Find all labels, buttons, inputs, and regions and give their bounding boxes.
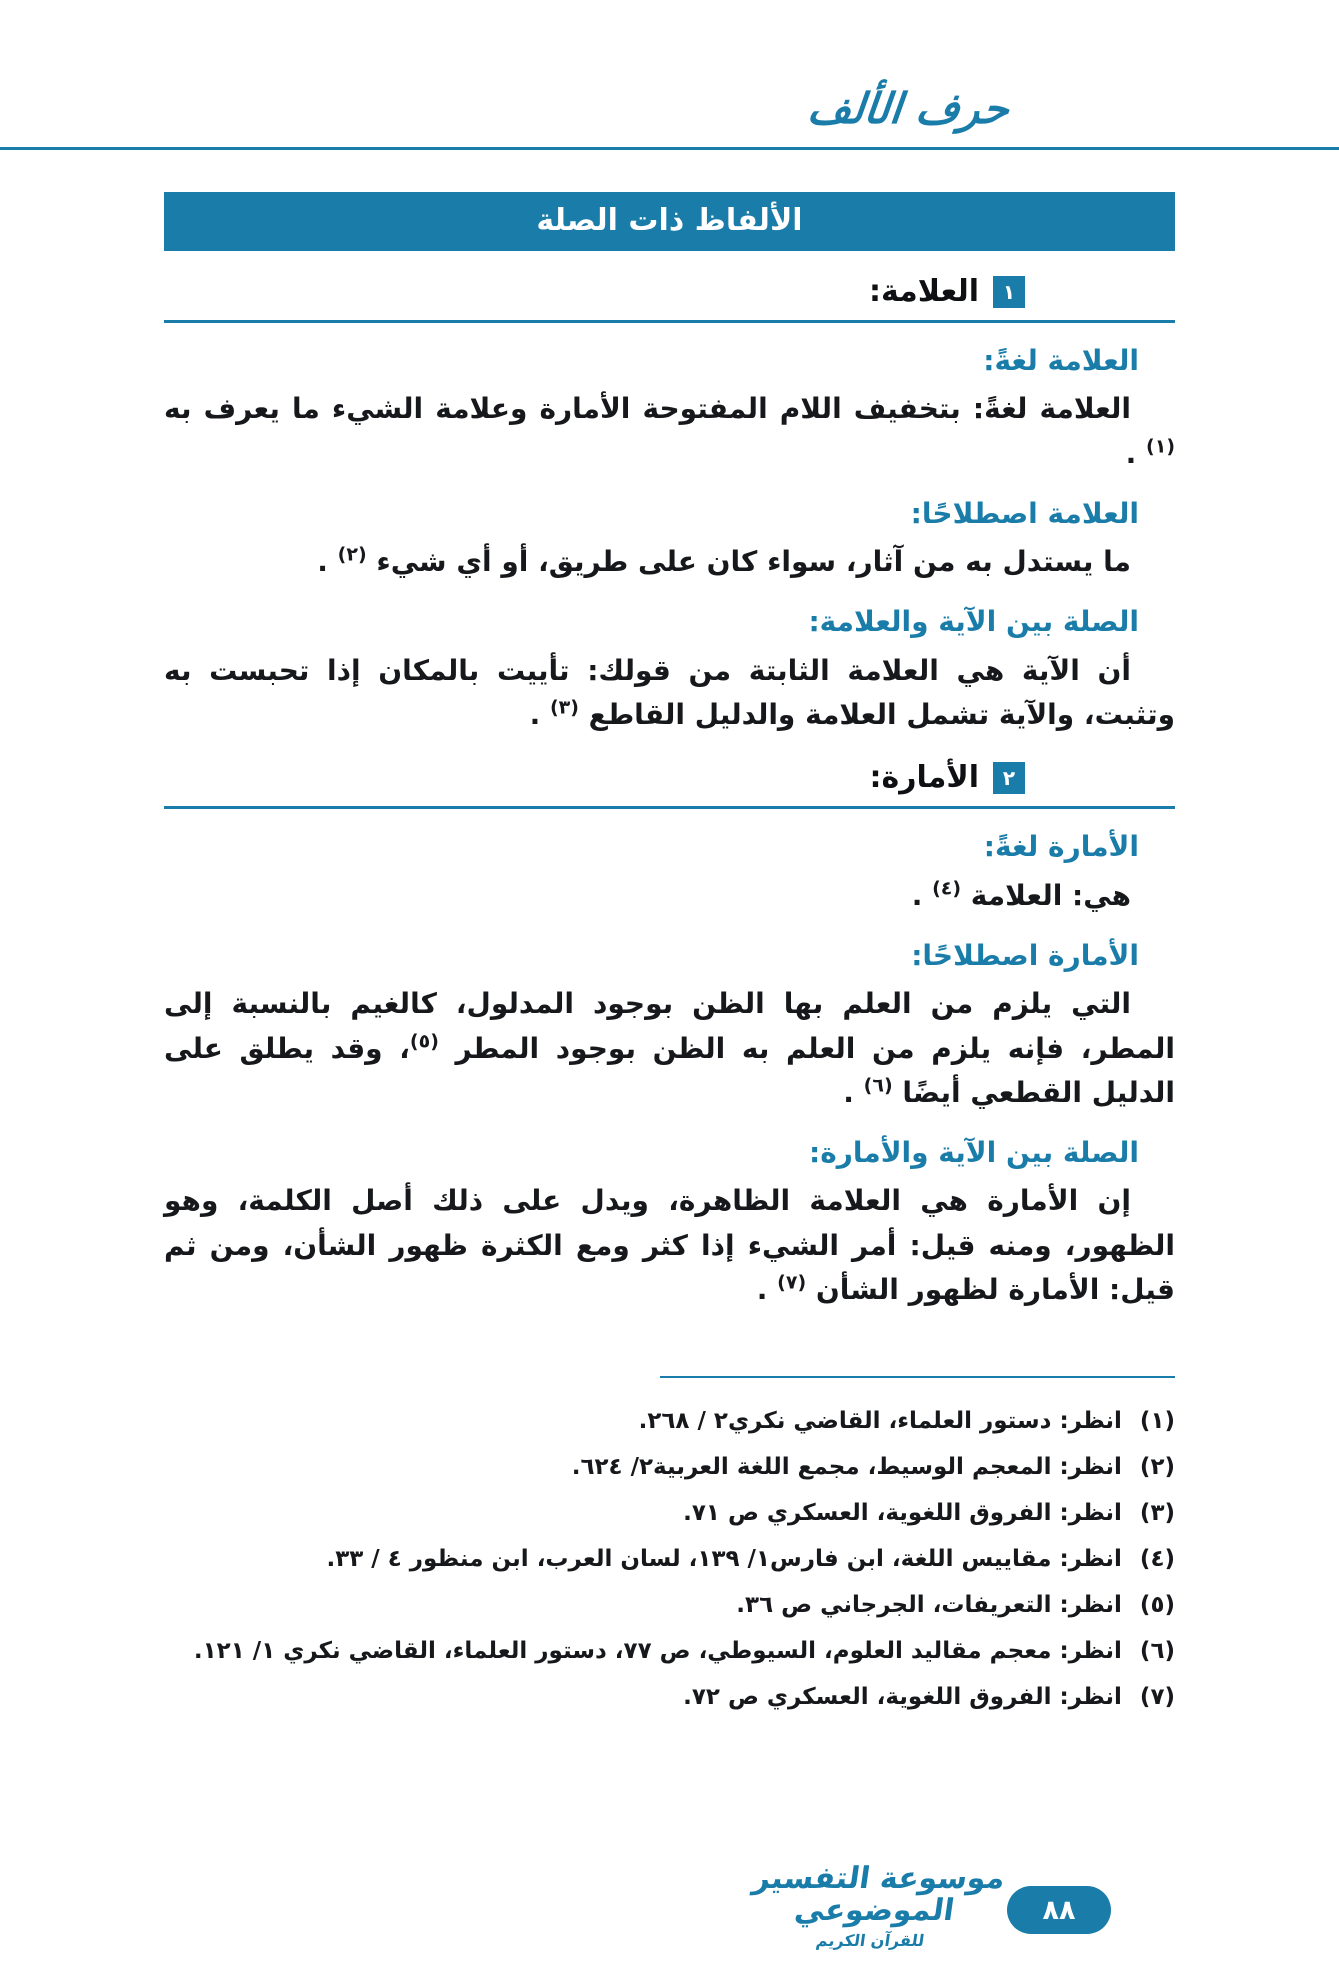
footnote <box>164 1582 1175 1628</box>
section <box>164 761 1175 1312</box>
section-number-badge: ١ <box>993 276 1025 308</box>
paragraph: أن الآية هي العلامة الثابتة من قولك: تأييت بالمكان إذا تحبست به وتثبت، والآية تشمل العلامة والدليل القاطع $^{(٣)}$ . <box>164 653 1175 732</box>
page-header-title: حرف الألف <box>805 84 1012 133</box>
footnote-ref: (٤) <box>932 877 962 900</box>
footnote-number: (٧) <box>1139 1684 1175 1711</box>
footnote-text: انظر: الفروق اللغوية، العسكري ص ٧١. <box>683 1500 1122 1527</box>
subheading: العلامة لغةً: <box>983 344 1139 377</box>
section-title: العلامة: <box>868 274 979 309</box>
footnote-ref: (٥) <box>409 1030 439 1053</box>
section-header <box>164 761 1025 794</box>
top-divider <box>0 147 1339 150</box>
section-divider <box>164 320 1175 323</box>
logo-title: موسوعة التفسير الموضوعي <box>750 1861 1008 1929</box>
page-header <box>0 84 1012 133</box>
footnote <box>164 1628 1175 1674</box>
footnote-number: (٣) <box>1139 1500 1175 1527</box>
related-terms-banner: الألفاظ ذات الصلة <box>164 192 1175 251</box>
section-number-badge: ٢ <box>993 762 1025 794</box>
footnote-ref: (٣) <box>549 696 579 719</box>
footnote-ref: (١) <box>1146 435 1175 458</box>
footnote-number: (١) <box>1139 1408 1175 1435</box>
paragraph: العلامة لغةً: بتخفيف اللام المفتوحة الأمارة وعلامة الشيء ما يعرف به $^{(١)}$ . <box>164 392 1175 470</box>
section-divider <box>164 806 1175 809</box>
footnote-ref: (٧) <box>777 1271 807 1294</box>
footnote-text: انظر: دستور العلماء، القاضي نكري٢ / ٢٦٨. <box>638 1408 1122 1435</box>
footnote-text: انظر: مقاييس اللغة، ابن فارس١/ ١٣٩، لسان العرب، ابن منظور ٤ / ٣٣. <box>326 1546 1122 1573</box>
section <box>164 275 1175 737</box>
footnote-number: (٥) <box>1139 1592 1175 1619</box>
footnote-text: انظر: التعريفات، الجرجاني ص ٣٦. <box>736 1592 1122 1619</box>
footnotes-divider <box>660 1376 1175 1378</box>
paragraph: إن الأمارة هي العلامة الظاهرة، ويدل على ذلك أصل الكلمة، وهو الظهور، ومنه قيل: أمر الشيء إذا كثر ومع الكثرة ظهور الشأن، ومن ثم قيل: الأمارة لظهور الشأن $^{(٧)}$ . <box>164 1184 1175 1306</box>
subheading: الصلة بين الآية والعلامة: <box>808 605 1139 639</box>
subheading: الأمارة اصطلاحًا: <box>911 938 1139 972</box>
subheading: الأمارة لغةً: <box>983 830 1139 864</box>
publisher-logo <box>743 1863 1007 1950</box>
footnote <box>164 1490 1175 1536</box>
page-number-badge: ٨٨ <box>1007 1886 1111 1934</box>
footnote <box>164 1398 1175 1444</box>
sections <box>164 275 1175 1312</box>
footnote <box>164 1674 1175 1720</box>
paragraph: التي يلزم من العلم بها الظن بوجود المدلول، كالغيم بالنسبة إلى المطر، فإنه يلزم من العلم به الظن بوجود المطر $^{(٥)}$، وقد يطلق على الدليل القطعي أيضًا $^{(٦)}$ . <box>164 987 1175 1109</box>
subheading: العلامة اصطلاحًا: <box>910 496 1139 530</box>
footnote-text: انظر: المعجم الوسيط، مجمع اللغة العربية٢/ ٦٢٤. <box>571 1454 1122 1481</box>
subheading: الصلة بين الآية والأمارة: <box>809 1136 1139 1170</box>
footnote-number: (٢) <box>1139 1454 1175 1481</box>
footnote-ref: (٦) <box>863 1074 893 1097</box>
book-page <box>0 84 1339 1974</box>
paragraph: ما يستدل به من آثار، سواء كان على طريق، أو أي شيء $^{(٢)}$ . <box>317 543 1131 579</box>
paragraph: هي: العلامة $^{(٤)}$ . <box>911 877 1131 912</box>
footnote-text: انظر: معجم مقاليد العلوم، السيوطي، ص ٧٧، دستور العلماء، القاضي نكري ١/ ١٢١. <box>193 1638 1122 1665</box>
footnote-text: انظر: الفروق اللغوية، العسكري ص ٧٢. <box>683 1684 1122 1711</box>
content <box>0 192 1339 1720</box>
footnote <box>164 1536 1175 1582</box>
footnote-list <box>164 1398 1175 1720</box>
footnote <box>164 1444 1175 1490</box>
section-title: الأمارة: <box>869 760 979 796</box>
footnote-number: (٤) <box>1139 1546 1175 1573</box>
footnote-number: (٦) <box>1139 1638 1175 1665</box>
logo-subtitle: للقرآن الكريم <box>814 1931 926 1950</box>
footnote-ref: (٢) <box>337 543 367 566</box>
footnotes <box>164 1376 1175 1720</box>
section-header <box>164 275 1025 308</box>
